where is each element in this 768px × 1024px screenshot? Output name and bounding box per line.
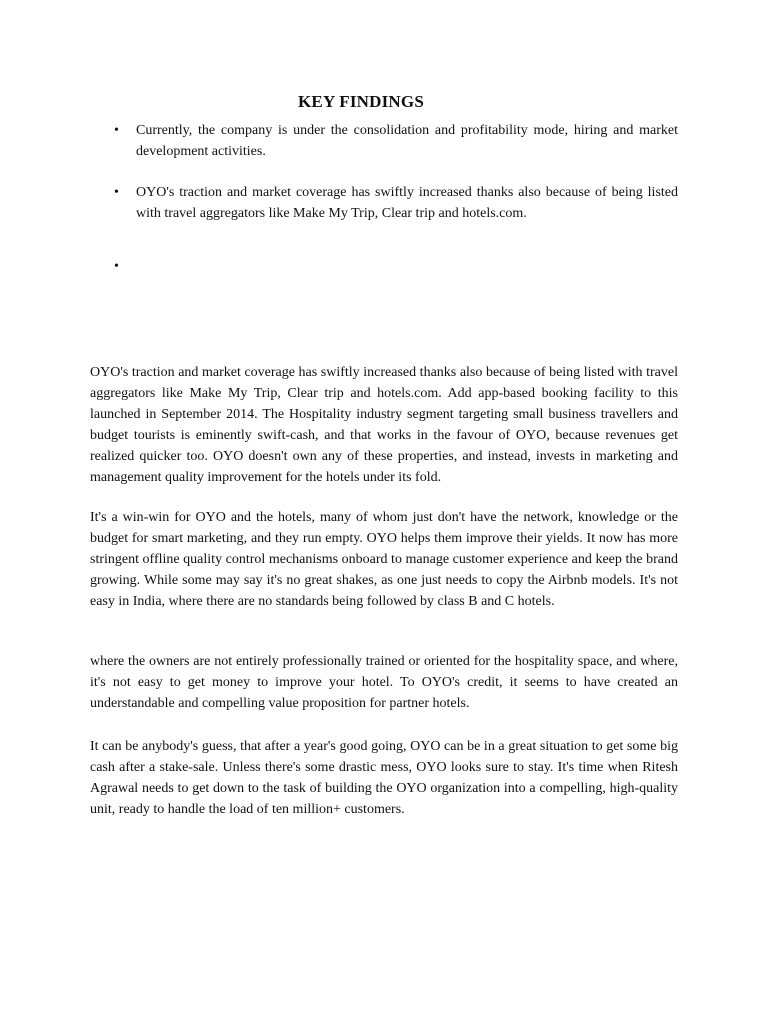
list-item-text: Currently, the company is under the consolidation and profitability mode, hiring and market development activities. <box>136 123 678 159</box>
body-paragraph: OYO's traction and market coverage has swiftly increased thanks also because of being listed with travel aggregators like Make My Trip, Clear trip and hotels.com. Add app-based booking facility to this launched in September 2014. The Hospitality industry segment targeting small business travellers and budget tourists is eminently swift-cash, and that works in the favour of OYO, because revenues get realized quicker too. OYO doesn't own any of these properties, and instead, invests in marketing and management quality improvement for the hotels under its fold. <box>90 365 678 485</box>
body-paragraph: It's a win-win for OYO and the hotels, many of whom just don't have the network, knowledge or the budget for smart marketing, and they run empty. OYO helps them improve their yields. It now has more stringent offline quality control mechanisms onboard to manage customer experience and keep the brand growing. While some may say it's no great shakes, as one just needs to copy the Airbnb models. It's not easy in India, where there are no standards being followed by class B and C hotels. <box>90 510 678 609</box>
bullet-icon: • <box>114 185 119 200</box>
body-paragraph: It can be anybody's guess, that after a year's good going, OYO can be in a great situation to get some big cash after a stake-sale. Unless there's some drastic mess, OYO looks sure to stay. It's time when Ritesh Agrawal needs to get down to the task of building the OYO organization into a compelling, high-quality unit, ready to handle the load of ten million+ customers. <box>90 739 678 817</box>
bullet-icon: • <box>114 123 119 138</box>
list-item-text: OYO's traction and market coverage has swiftly increased thanks also because of being listed with travel aggregators like Make My Trip, Clear trip and hotels.com. <box>136 185 678 221</box>
bullet-icon: • <box>114 259 119 274</box>
body-paragraph: where the owners are not entirely professionally trained or oriented for the hospitality space, and where, it's not easy to get money to improve your hotel. To OYO's credit, it seems to have created an understandable and compelling value proposition for partner hotels. <box>90 654 678 711</box>
page-title: KEY FINDINGS <box>298 92 424 111</box>
